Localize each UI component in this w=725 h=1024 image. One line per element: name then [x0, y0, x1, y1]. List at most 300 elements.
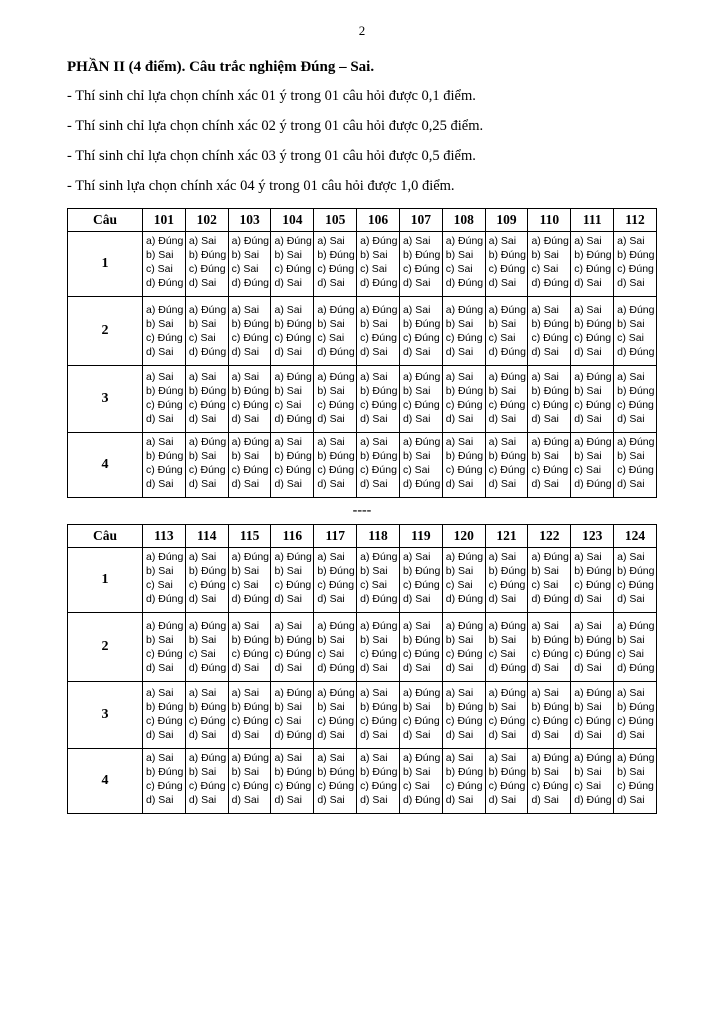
- answer-option: a) Đúng: [188, 620, 227, 632]
- answer-option: a) Sai: [445, 752, 474, 764]
- answer-option: b) Sai: [574, 701, 602, 713]
- answer-cell-q102-item2: [185, 297, 228, 366]
- answer-cell-q106-item4: [357, 433, 400, 498]
- answer-option: b) Sai: [445, 565, 474, 577]
- answer-option: b) Đúng: [274, 634, 312, 646]
- answer-option: c) Đúng: [231, 648, 269, 660]
- table-row-3: [68, 366, 657, 433]
- answer-option: d) Sai: [617, 413, 645, 425]
- answer-option: b) Sai: [317, 701, 345, 713]
- answer-option: c) Sai: [188, 648, 216, 660]
- answer-cell-q107-item4: [399, 433, 442, 498]
- answer-option: d) Sai: [402, 346, 431, 358]
- answer-option: d) Sai: [360, 413, 388, 425]
- answer-option: b) Sai: [188, 766, 217, 778]
- answer-option: c) Đúng: [188, 464, 226, 476]
- answer-option: c) Đúng: [188, 399, 226, 411]
- answer-option: b) Sai: [146, 249, 174, 261]
- answer-option: b) Đúng: [574, 634, 612, 646]
- answer-option: b) Sai: [146, 634, 174, 646]
- answer-cell-q114-item1: [185, 548, 228, 613]
- answer-option: c) Sai: [531, 579, 559, 591]
- answer-option: a) Sai: [488, 436, 517, 448]
- column-header-109: 109: [485, 209, 528, 232]
- answer-option: c) Sai: [146, 263, 173, 275]
- answer-cell-q120-item4: [442, 749, 485, 814]
- answer-option: d) Đúng: [231, 593, 270, 605]
- answer-option: a) Đúng: [488, 620, 526, 632]
- answer-cell-q108-item2: [442, 297, 485, 366]
- answer-option: a) Đúng: [574, 436, 612, 448]
- answer-cell-q104-item1: [271, 232, 314, 297]
- answer-option: c) Đúng: [402, 715, 440, 727]
- answer-option: c) Đúng: [231, 715, 269, 727]
- answer-option: c) Sai: [231, 579, 259, 591]
- answer-option: a) Đúng: [445, 235, 484, 247]
- answer-option: b) Sai: [617, 450, 645, 462]
- answer-cell-q108-item4: [442, 433, 485, 498]
- answer-option: a) Đúng: [574, 752, 612, 764]
- answer-option: b) Đúng: [402, 318, 441, 330]
- answer-option: b) Sai: [574, 450, 602, 462]
- answer-option: d) Sai: [445, 413, 474, 425]
- answer-option: b) Sai: [402, 385, 431, 397]
- answer-option: d) Sai: [317, 593, 345, 605]
- answer-option: b) Sai: [274, 701, 302, 713]
- answer-option: d) Sai: [360, 478, 388, 490]
- column-header-121: 121: [485, 525, 528, 548]
- answer-option: c) Sai: [188, 332, 216, 344]
- answer-option: b) Đúng: [488, 565, 526, 577]
- answer-cell-q105-item4: [314, 433, 357, 498]
- answer-option: c) Đúng: [488, 780, 526, 792]
- answer-cell-q115-item2: [228, 613, 271, 682]
- answer-option: b) Đúng: [402, 249, 441, 261]
- answer-option: d) Đúng: [445, 593, 484, 605]
- answer-cell-q122-item4: [528, 749, 571, 814]
- instruction-line-4: - Thí sinh lựa chọn chính xác 04 ý trong 01 câu hỏi được 1,0 điểm.: [67, 178, 455, 194]
- answer-option: b) Đúng: [360, 701, 398, 713]
- table-row-2: [68, 297, 657, 366]
- answer-option: b) Đúng: [274, 766, 312, 778]
- answer-option: d) Sai: [231, 729, 260, 741]
- answer-option: c) Đúng: [531, 464, 569, 476]
- answer-option: a) Sai: [402, 620, 431, 632]
- column-header-120: 120: [442, 525, 485, 548]
- answer-option: d) Sai: [274, 794, 302, 806]
- answer-option: d) Sai: [488, 413, 517, 425]
- answer-option: c) Đúng: [617, 399, 654, 411]
- answer-option: a) Sai: [488, 551, 517, 563]
- answer-option: d) Đúng: [146, 593, 184, 605]
- answer-option: c) Đúng: [617, 263, 654, 275]
- answer-option: b) Đúng: [231, 634, 270, 646]
- column-header-119: 119: [399, 525, 442, 548]
- answer-option: a) Sai: [188, 235, 217, 247]
- answer-option: c) Đúng: [360, 648, 397, 660]
- answer-option: b) Đúng: [402, 634, 441, 646]
- answer-option: a) Đúng: [274, 371, 312, 383]
- answer-option: c) Sai: [402, 780, 430, 792]
- table-header-row: [68, 525, 657, 548]
- row-label-2: 2: [68, 613, 143, 682]
- column-header-110: 110: [528, 209, 571, 232]
- answer-option: c) Sai: [402, 464, 430, 476]
- answer-option: a) Sai: [231, 620, 260, 632]
- answer-option: b) Đúng: [617, 385, 655, 397]
- answer-option: d) Sai: [531, 346, 559, 358]
- answer-option: a) Đúng: [402, 752, 441, 764]
- answer-option: c) Đúng: [617, 715, 654, 727]
- answer-option: d) Đúng: [188, 346, 227, 358]
- answer-option: a) Sai: [274, 620, 302, 632]
- answer-option: a) Sai: [617, 551, 645, 563]
- answer-option: a) Đúng: [445, 551, 484, 563]
- row-label-4: 4: [68, 433, 143, 498]
- answer-option: c) Đúng: [188, 715, 226, 727]
- answer-option: d) Sai: [188, 277, 217, 289]
- answer-cell-q102-item3: [185, 366, 228, 433]
- answer-cell-q117-item4: [314, 749, 357, 814]
- answer-option: c) Sai: [317, 332, 345, 344]
- answer-option: c) Sai: [617, 648, 644, 660]
- answer-cell-q116-item4: [271, 749, 314, 814]
- answer-option: c) Sai: [445, 579, 473, 591]
- answer-option: b) Đúng: [317, 766, 355, 778]
- answer-table-container-first: [67, 208, 657, 498]
- answer-cell-q113-item3: [143, 682, 186, 749]
- answer-option: d) Sai: [574, 729, 602, 741]
- column-header-107: 107: [399, 209, 442, 232]
- answer-option: a) Đúng: [274, 551, 312, 563]
- answer-cell-q111-item1: [571, 232, 614, 297]
- answer-option: c) Đúng: [274, 579, 312, 591]
- answer-table-101-112: [67, 208, 657, 498]
- answer-cell-q119-item2: [399, 613, 442, 682]
- answer-option: a) Sai: [402, 304, 431, 316]
- answer-option: a) Đúng: [617, 304, 655, 316]
- answer-option: b) Đúng: [317, 565, 355, 577]
- answer-option: a) Sai: [274, 436, 302, 448]
- table-row-4: [68, 433, 657, 498]
- answer-option: d) Sai: [188, 794, 217, 806]
- answer-option: d) Đúng: [274, 413, 312, 425]
- answer-option: a) Đúng: [317, 304, 355, 316]
- answer-option: c) Sai: [574, 464, 602, 476]
- answer-option: a) Đúng: [574, 687, 612, 699]
- answer-option: d) Sai: [274, 277, 302, 289]
- answer-option: a) Đúng: [445, 304, 484, 316]
- answer-option: a) Đúng: [488, 371, 526, 383]
- answer-option: a) Đúng: [231, 235, 270, 247]
- answer-option: c) Đúng: [317, 579, 355, 591]
- answer-option: c) Đúng: [188, 780, 226, 792]
- answer-option: c) Đúng: [402, 332, 440, 344]
- answer-option: a) Sai: [146, 371, 174, 383]
- answer-option: b) Sai: [231, 249, 260, 261]
- answer-option: b) Đúng: [445, 766, 484, 778]
- answer-option: d) Sai: [617, 478, 645, 490]
- answer-cell-q111-item3: [571, 366, 614, 433]
- answer-option: b) Đúng: [360, 450, 398, 462]
- answer-option: b) Sai: [231, 565, 260, 577]
- answer-option: d) Đúng: [617, 662, 655, 674]
- answer-cell-q122-item1: [528, 548, 571, 613]
- answer-cell-q120-item3: [442, 682, 485, 749]
- answer-option: a) Sai: [360, 687, 388, 699]
- answer-cell-q114-item3: [185, 682, 228, 749]
- answer-option: c) Đúng: [146, 464, 183, 476]
- answer-option: d) Sai: [445, 662, 474, 674]
- answer-cell-q111-item2: [571, 297, 614, 366]
- answer-option: a) Đúng: [146, 235, 184, 247]
- answer-option: c) Đúng: [488, 263, 526, 275]
- answer-option: a) Sai: [360, 436, 388, 448]
- answer-cell-q121-item2: [485, 613, 528, 682]
- answer-option: b) Đúng: [531, 701, 569, 713]
- answer-cell-q104-item2: [271, 297, 314, 366]
- answer-option: b) Sai: [531, 565, 559, 577]
- answer-option: b) Sai: [188, 634, 217, 646]
- answer-option: a) Đúng: [146, 551, 184, 563]
- answer-option: c) Đúng: [574, 263, 612, 275]
- answer-option: c) Đúng: [231, 399, 269, 411]
- answer-cell-q108-item1: [442, 232, 485, 297]
- answer-option: d) Sai: [617, 794, 645, 806]
- answer-option: d) Sai: [531, 729, 559, 741]
- answer-option: b) Đúng: [274, 450, 312, 462]
- answer-option: b) Sai: [360, 318, 388, 330]
- answer-option: d) Sai: [146, 413, 174, 425]
- answer-option: c) Đúng: [488, 579, 526, 591]
- answer-option: d) Sai: [402, 729, 431, 741]
- answer-option: c) Sai: [445, 263, 473, 275]
- answer-option: d) Sai: [274, 346, 302, 358]
- answer-cell-q109-item1: [485, 232, 528, 297]
- answer-option: a) Đúng: [188, 436, 227, 448]
- answer-option: c) Đúng: [617, 780, 654, 792]
- answer-cell-q123-item3: [571, 682, 614, 749]
- answer-option: b) Đúng: [146, 385, 184, 397]
- answer-option: b) Sai: [274, 249, 302, 261]
- answer-option: b) Đúng: [488, 249, 526, 261]
- answer-option: c) Sai: [231, 263, 259, 275]
- answer-option: c) Đúng: [231, 332, 269, 344]
- answer-cell-q123-item1: [571, 548, 614, 613]
- answer-option: c) Đúng: [360, 715, 397, 727]
- answer-option: c) Đúng: [531, 648, 569, 660]
- column-header-115: 115: [228, 525, 271, 548]
- answer-option: c) Sai: [360, 579, 387, 591]
- answer-option: b) Đúng: [445, 701, 484, 713]
- answer-option: c) Đúng: [488, 464, 526, 476]
- answer-option: c) Sai: [574, 780, 602, 792]
- answer-option: a) Sai: [274, 752, 302, 764]
- answer-option: b) Đúng: [317, 450, 355, 462]
- answer-option: a) Sai: [146, 752, 174, 764]
- answer-cell-q106-item3: [357, 366, 400, 433]
- answer-cell-q123-item4: [571, 749, 614, 814]
- answer-option: b) Đúng: [445, 385, 484, 397]
- answer-option: d) Đúng: [360, 277, 398, 289]
- answer-option: b) Đúng: [188, 249, 227, 261]
- answer-cell-q119-item3: [399, 682, 442, 749]
- answer-option: d) Đúng: [360, 593, 398, 605]
- answer-option: d) Sai: [488, 729, 517, 741]
- answer-option: d) Sai: [146, 478, 174, 490]
- table-corner-header: Câu: [68, 525, 143, 548]
- answer-cell-q112-item1: [614, 232, 657, 297]
- answer-option: a) Đúng: [531, 436, 569, 448]
- answer-cell-q124-item1: [614, 548, 657, 613]
- answer-option: b) Sai: [488, 634, 517, 646]
- row-label-3: 3: [68, 682, 143, 749]
- answer-option: a) Sai: [531, 620, 559, 632]
- answer-cell-q114-item4: [185, 749, 228, 814]
- answer-option: a) Đúng: [317, 620, 355, 632]
- answer-cell-q117-item3: [314, 682, 357, 749]
- answer-cell-q112-item4: [614, 433, 657, 498]
- answer-option: c) Sai: [360, 263, 387, 275]
- answer-option: a) Đúng: [360, 304, 398, 316]
- answer-option: c) Đúng: [274, 332, 312, 344]
- answer-option: b) Đúng: [360, 385, 398, 397]
- answer-option: a) Đúng: [488, 687, 526, 699]
- answer-cell-q118-item3: [357, 682, 400, 749]
- answer-cell-q112-item3: [614, 366, 657, 433]
- answer-option: c) Sai: [488, 332, 516, 344]
- answer-option: b) Sai: [274, 385, 302, 397]
- answer-option: c) Đúng: [402, 648, 440, 660]
- answer-cell-q108-item3: [442, 366, 485, 433]
- answer-option: a) Đúng: [402, 436, 441, 448]
- answer-option: c) Đúng: [445, 332, 483, 344]
- row-label-4: 4: [68, 749, 143, 814]
- answer-option: b) Sai: [402, 450, 431, 462]
- answer-option: b) Sai: [360, 565, 388, 577]
- column-header-101: 101: [143, 209, 186, 232]
- answer-option: d) Sai: [231, 794, 260, 806]
- answer-option: d) Sai: [402, 593, 431, 605]
- answer-option: c) Đúng: [146, 648, 183, 660]
- answer-cell-q122-item2: [528, 613, 571, 682]
- answer-option: c) Đúng: [402, 263, 440, 275]
- answer-option: b) Sai: [317, 385, 345, 397]
- answer-option: c) Sai: [146, 579, 173, 591]
- answer-option: a) Sai: [574, 620, 602, 632]
- answer-option: a) Đúng: [360, 551, 398, 563]
- answer-option: b) Sai: [402, 766, 431, 778]
- answer-option: b) Sai: [188, 318, 217, 330]
- instruction-line-1: - Thí sinh chỉ lựa chọn chính xác 01 ý trong 01 câu hỏi được 0,1 điểm.: [67, 88, 476, 104]
- column-header-123: 123: [571, 525, 614, 548]
- answer-option: d) Sai: [188, 478, 217, 490]
- answer-cell-q119-item4: [399, 749, 442, 814]
- answer-option: c) Đúng: [531, 780, 569, 792]
- answer-option: b) Đúng: [360, 766, 398, 778]
- answer-option: c) Sai: [274, 399, 302, 411]
- answer-option: d) Sai: [274, 478, 302, 490]
- answer-cell-q109-item4: [485, 433, 528, 498]
- column-header-112: 112: [614, 209, 657, 232]
- answer-option: b) Đúng: [531, 385, 569, 397]
- answer-cell-q114-item2: [185, 613, 228, 682]
- answer-option: c) Sai: [617, 332, 644, 344]
- answer-option: d) Đúng: [188, 662, 227, 674]
- answer-option: b) Đúng: [188, 385, 227, 397]
- page-number: 2: [358, 23, 366, 38]
- answer-option: c) Đúng: [274, 648, 312, 660]
- answer-option: a) Đúng: [317, 687, 355, 699]
- answer-option: b) Đúng: [402, 565, 441, 577]
- answer-option: a) Sai: [360, 752, 388, 764]
- answer-cell-q103-item4: [228, 433, 271, 498]
- column-header-102: 102: [185, 209, 228, 232]
- answer-option: b) Sai: [617, 634, 645, 646]
- table-corner-header: Câu: [68, 209, 143, 232]
- answer-option: a) Đúng: [531, 752, 569, 764]
- answer-option: c) Đúng: [445, 715, 483, 727]
- table-row-1: [68, 548, 657, 613]
- answer-option: a) Đúng: [617, 752, 655, 764]
- answer-option: b) Sai: [231, 450, 260, 462]
- answer-option: a) Sai: [188, 551, 217, 563]
- row-label-3: 3: [68, 366, 143, 433]
- answer-option: c) Đúng: [274, 780, 312, 792]
- answer-cell-q102-item1: [185, 232, 228, 297]
- answer-option: a) Sai: [574, 551, 602, 563]
- answer-cell-q113-item1: [143, 548, 186, 613]
- answer-option: a) Sai: [231, 687, 260, 699]
- answer-option: c) Đúng: [488, 715, 526, 727]
- answer-option: a) Sai: [231, 304, 260, 316]
- answer-option: a) Đúng: [146, 620, 184, 632]
- instruction-line-3: - Thí sinh chỉ lựa chọn chính xác 03 ý trong 01 câu hỏi được 0,5 điểm.: [67, 148, 476, 164]
- answer-cell-q109-item2: [485, 297, 528, 366]
- answer-option: d) Sai: [574, 593, 602, 605]
- answer-table-container-second: [67, 524, 657, 814]
- answer-cell-q106-item2: [357, 297, 400, 366]
- answer-option: d) Sai: [402, 277, 431, 289]
- answer-cell-q107-item2: [399, 297, 442, 366]
- answer-option: c) Đúng: [317, 780, 355, 792]
- answer-option: b) Đúng: [574, 565, 612, 577]
- answer-option: c) Đúng: [574, 715, 612, 727]
- answer-option: c) Đúng: [188, 263, 226, 275]
- answer-option: c) Đúng: [146, 399, 183, 411]
- answer-option: a) Sai: [574, 235, 602, 247]
- answer-cell-q110-item2: [528, 297, 571, 366]
- answer-option: c) Đúng: [146, 780, 183, 792]
- answer-cell-q115-item1: [228, 548, 271, 613]
- answer-option: c) Đúng: [574, 332, 612, 344]
- answer-option: b) Sai: [317, 634, 345, 646]
- answer-cell-q118-item2: [357, 613, 400, 682]
- answer-option: b) Đúng: [231, 385, 270, 397]
- answer-option: c) Đúng: [617, 579, 654, 591]
- answer-option: d) Sai: [617, 277, 645, 289]
- answer-option: d) Đúng: [231, 277, 270, 289]
- answer-option: d) Đúng: [531, 277, 569, 289]
- table-row-2: [68, 613, 657, 682]
- answer-option: a) Sai: [360, 371, 388, 383]
- answer-option: a) Đúng: [617, 436, 655, 448]
- answer-option: c) Đúng: [188, 579, 226, 591]
- answer-option: d) Đúng: [317, 346, 355, 358]
- answer-option: d) Sai: [231, 478, 260, 490]
- answer-option: d) Đúng: [317, 662, 355, 674]
- answer-cell-q101-item3: [143, 366, 186, 433]
